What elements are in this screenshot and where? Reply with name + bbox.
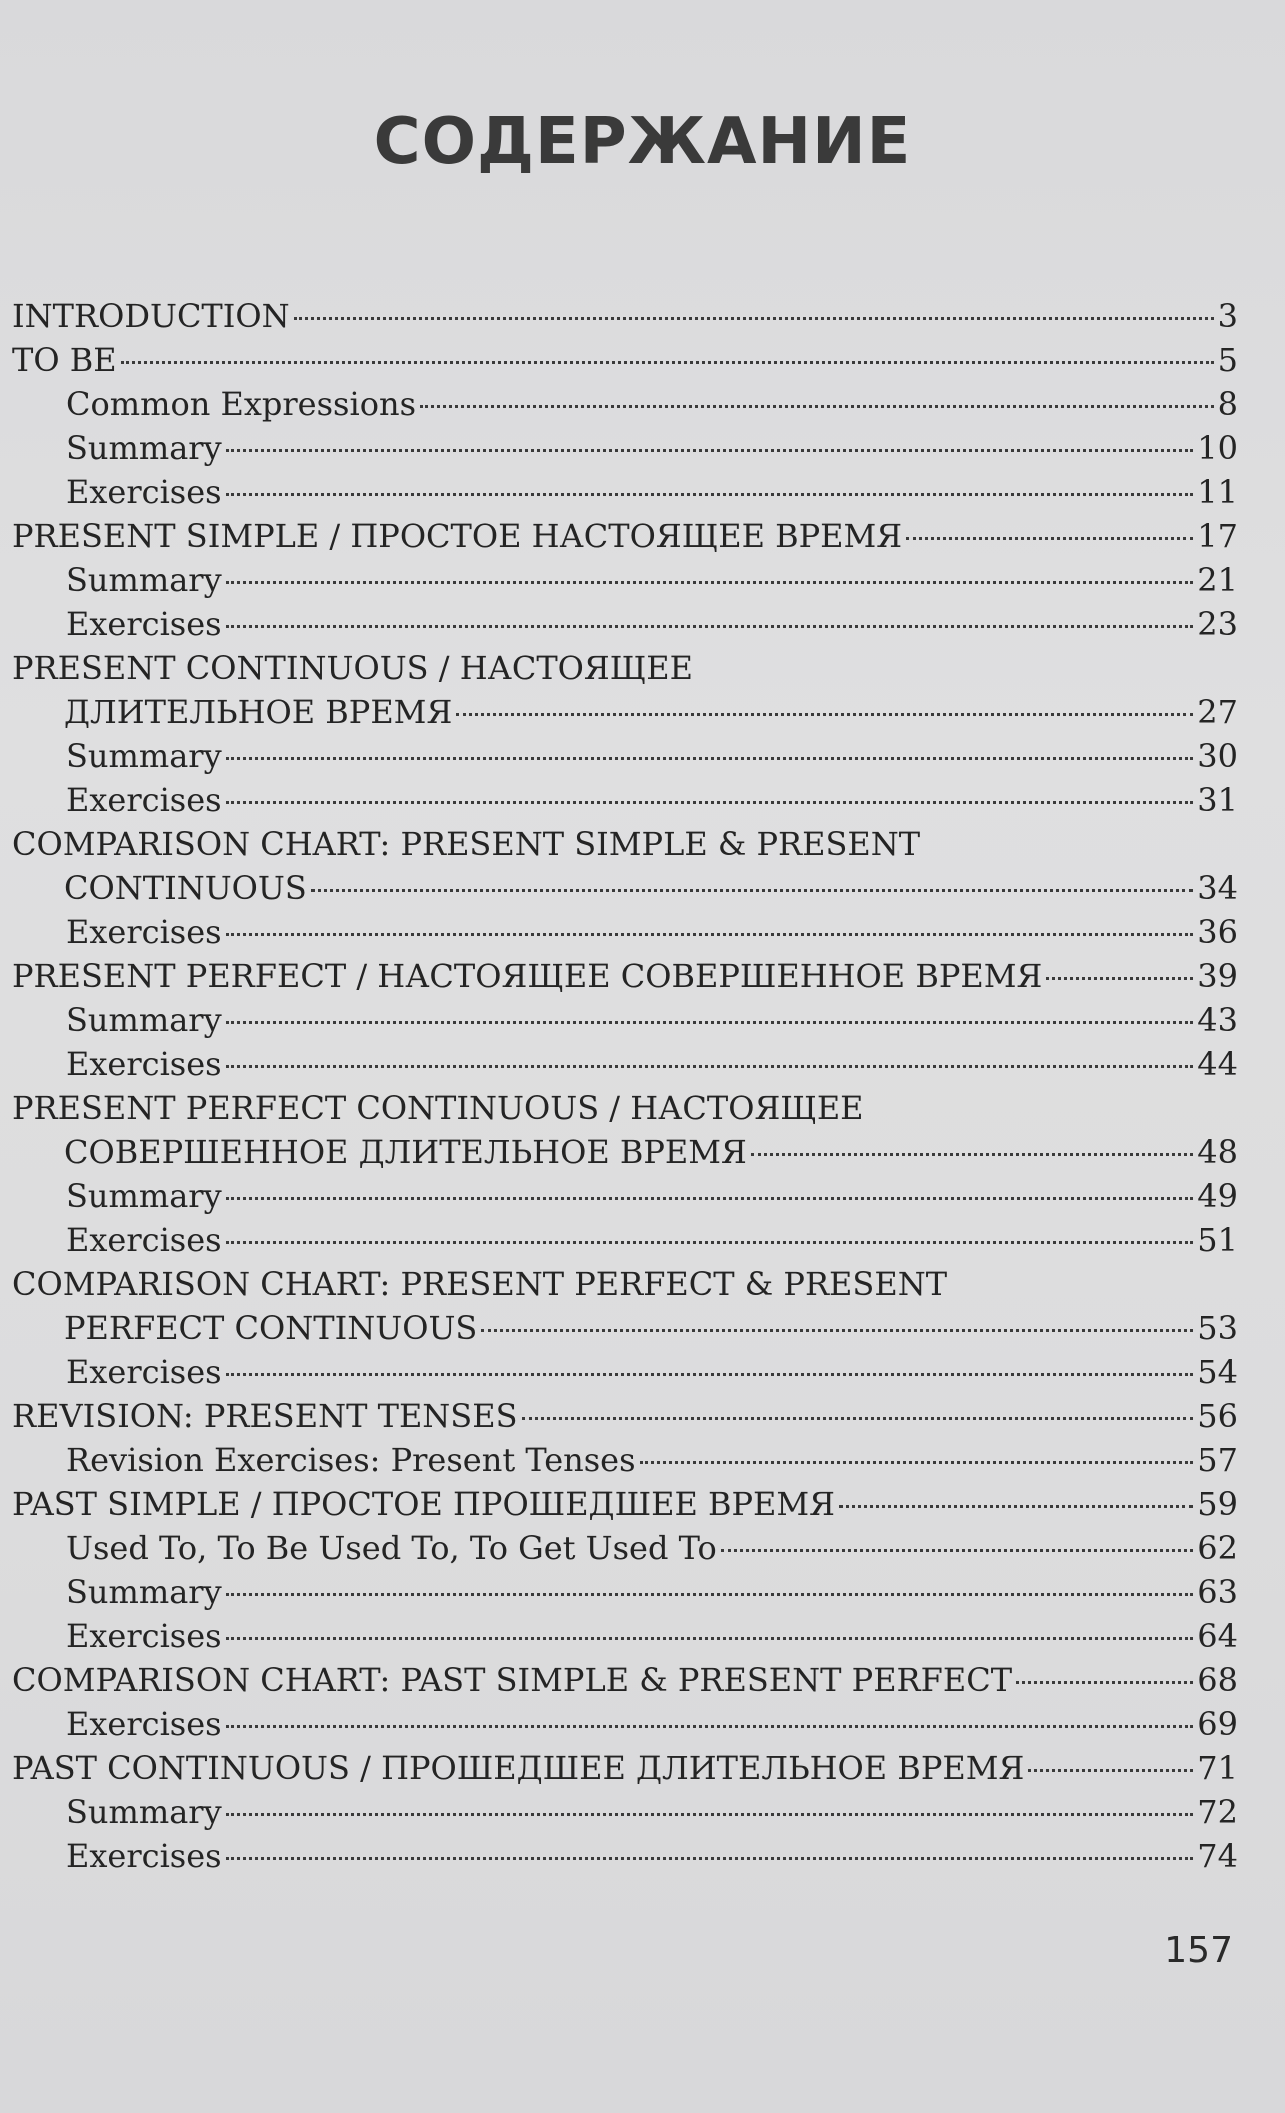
toc-entry [12, 1614, 1238, 1658]
toc-entry [12, 646, 1238, 690]
toc-entry-page: 36 [1197, 913, 1238, 951]
toc-entry-label: СОВЕРШЕННОЕ ДЛИТЕЛЬНОЕ ВРЕМЯ [64, 1133, 747, 1171]
dot-leader [121, 361, 1214, 364]
toc-entry [12, 1130, 1238, 1174]
toc-entry [12, 426, 1238, 470]
toc-entry-label: Exercises [66, 1045, 222, 1083]
toc-entry-label: Exercises [66, 1705, 222, 1743]
dot-leader [226, 1857, 1194, 1860]
dot-leader [456, 713, 1193, 716]
dot-leader [311, 889, 1193, 892]
dot-leader [226, 1241, 1194, 1244]
dot-leader [1046, 977, 1193, 980]
toc-entry-label: Exercises [66, 1837, 222, 1875]
toc-entry [12, 1702, 1238, 1746]
toc-entry [12, 866, 1238, 910]
toc-entry [12, 1746, 1238, 1790]
dot-leader [226, 801, 1194, 804]
dot-leader [721, 1549, 1194, 1552]
toc-entry [12, 1526, 1238, 1570]
toc-entry [12, 338, 1238, 382]
toc-entry [12, 1262, 1238, 1306]
toc-entry-page: 21 [1197, 561, 1238, 599]
dot-leader [226, 625, 1194, 628]
toc-entry-label: CONTINUOUS [64, 869, 307, 907]
toc-entry-page: 54 [1197, 1353, 1238, 1391]
toc-entry [12, 1350, 1238, 1394]
toc-entry-label: Exercises [66, 781, 222, 819]
toc-entry-label: Revision Exercises: Present Tenses [66, 1441, 636, 1479]
table-of-contents [12, 294, 1238, 1878]
toc-entry [12, 558, 1238, 602]
toc-entry-page: 64 [1197, 1617, 1238, 1655]
toc-entry-label: Exercises [66, 1617, 222, 1655]
toc-entry-label: Exercises [66, 1221, 222, 1259]
toc-entry-page: 3 [1217, 297, 1238, 335]
dot-leader [1028, 1769, 1193, 1772]
toc-entry [12, 1790, 1238, 1834]
toc-entry-label: PRESENT PERFECT / НАСТОЯЩЕЕ СОВЕРШЕННОЕ ВРЕМЯ [12, 957, 1043, 995]
toc-entry-page: 72 [1197, 1793, 1238, 1831]
dot-leader [226, 1725, 1194, 1728]
toc-entry-page: 57 [1197, 1441, 1238, 1479]
toc-entry-label: INTRODUCTION [12, 297, 290, 335]
toc-entry-label: PERFECT CONTINUOUS [64, 1309, 478, 1347]
toc-entry-label: Summary [66, 561, 222, 599]
dot-leader [226, 1637, 1194, 1640]
toc-entry-page: 48 [1197, 1133, 1238, 1171]
toc-entry-label: Exercises [66, 913, 222, 951]
toc-entry-page: 63 [1197, 1573, 1238, 1611]
toc-entry [12, 514, 1238, 558]
dot-leader [226, 1813, 1194, 1816]
toc-entry-page: 68 [1197, 1661, 1238, 1699]
toc-entry-page: 43 [1197, 1001, 1238, 1039]
dot-leader [226, 1065, 1194, 1068]
toc-entry-label: PRESENT PERFECT CONTINUOUS / НАСТОЯЩЕЕ [12, 1089, 864, 1127]
toc-entry-label: Exercises [66, 473, 222, 511]
toc-entry-page: 8 [1217, 385, 1238, 423]
toc-entry-label: Summary [66, 1177, 222, 1215]
toc-entry-label: Exercises [66, 1353, 222, 1391]
dot-leader [839, 1505, 1193, 1508]
toc-entry [12, 1306, 1238, 1350]
toc-entry-page: 39 [1197, 957, 1238, 995]
toc-entry-label: Used To, To Be Used To, To Get Used To [66, 1529, 717, 1567]
toc-entry [12, 1086, 1238, 1130]
toc-entry [12, 1834, 1238, 1878]
toc-entry-label: TO BE [12, 341, 117, 379]
page-title: СОДЕРЖАНИЕ [373, 105, 912, 179]
toc-entry-label: COMPARISON CHART: PRESENT SIMPLE & PRESENT [12, 825, 921, 863]
toc-entry-page: 5 [1217, 341, 1238, 379]
dot-leader [294, 317, 1214, 320]
toc-entry-page: 10 [1197, 429, 1238, 467]
toc-entry [12, 778, 1238, 822]
toc-entry-label: Summary [66, 1793, 222, 1831]
toc-entry [12, 1174, 1238, 1218]
toc-entry [12, 998, 1238, 1042]
toc-entry [12, 1482, 1238, 1526]
toc-entry-label: COMPARISON CHART: PAST SIMPLE & PRESENT PERFECT [12, 1661, 1013, 1699]
toc-entry-label: PRESENT CONTINUOUS / НАСТОЯЩЕЕ [12, 649, 693, 687]
toc-entry [12, 690, 1238, 734]
dot-leader [226, 1197, 1194, 1200]
toc-entry-page: 49 [1197, 1177, 1238, 1215]
toc-entry-label: PAST SIMPLE / ПРОСТОЕ ПРОШЕДШЕЕ ВРЕМЯ [12, 1485, 835, 1523]
dot-leader [226, 757, 1194, 760]
toc-entry-label: Summary [66, 1001, 222, 1039]
toc-entry-label: PAST CONTINUOUS / ПРОШЕДШЕЕ ДЛИТЕЛЬНОЕ ВРЕМЯ [12, 1749, 1025, 1787]
toc-entry-page: 30 [1197, 737, 1238, 775]
toc-entry [12, 1394, 1238, 1438]
toc-entry-page: 53 [1197, 1309, 1238, 1347]
dot-leader [226, 493, 1194, 496]
toc-entry-page: 27 [1197, 693, 1238, 731]
toc-entry-page: 71 [1197, 1749, 1238, 1787]
dot-leader [226, 1021, 1194, 1024]
toc-entry [12, 382, 1238, 426]
toc-entry [12, 734, 1238, 778]
toc-entry-page: 59 [1197, 1485, 1238, 1523]
dot-leader [751, 1153, 1193, 1156]
toc-entry-label: Common Expressions [66, 385, 416, 423]
toc-entry-page: 62 [1197, 1529, 1238, 1567]
toc-entry-label: ДЛИТЕЛЬНОЕ ВРЕМЯ [64, 693, 453, 731]
toc-entry [12, 822, 1238, 866]
toc-entry-page: 51 [1197, 1221, 1238, 1259]
toc-entry [12, 294, 1238, 338]
page-number: 157 [1164, 1930, 1233, 1971]
dot-leader [522, 1417, 1194, 1420]
dot-leader [420, 405, 1214, 408]
toc-entry-label: Summary [66, 429, 222, 467]
dot-leader [226, 1593, 1194, 1596]
dot-leader [481, 1329, 1193, 1332]
toc-entry [12, 602, 1238, 646]
toc-entry [12, 954, 1238, 998]
toc-entry [12, 470, 1238, 514]
toc-entry [12, 1042, 1238, 1086]
toc-entry [12, 1570, 1238, 1614]
toc-entry [12, 910, 1238, 954]
toc-entry-label: Summary [66, 737, 222, 775]
toc-entry-page: 11 [1197, 473, 1238, 511]
toc-entry-page: 74 [1197, 1837, 1238, 1875]
toc-entry [12, 1438, 1238, 1482]
dot-leader [1016, 1681, 1193, 1684]
toc-entry [12, 1218, 1238, 1262]
dot-leader [640, 1461, 1194, 1464]
toc-entry-page: 31 [1197, 781, 1238, 819]
dot-leader [226, 933, 1194, 936]
toc-entry-label: Summary [66, 1573, 222, 1611]
dot-leader [906, 537, 1193, 540]
toc-entry-page: 44 [1197, 1045, 1238, 1083]
toc-entry-label: Exercises [66, 605, 222, 643]
dot-leader [226, 581, 1194, 584]
toc-entry-label: REVISION: PRESENT TENSES [12, 1397, 518, 1435]
dot-leader [226, 449, 1194, 452]
dot-leader [226, 1373, 1194, 1376]
toc-entry-page: 17 [1197, 517, 1238, 555]
toc-entry-page: 69 [1197, 1705, 1238, 1743]
toc-entry-page: 23 [1197, 605, 1238, 643]
toc-entry [12, 1658, 1238, 1702]
toc-entry-page: 56 [1197, 1397, 1238, 1435]
toc-entry-page: 34 [1197, 869, 1238, 907]
toc-entry-label: PRESENT SIMPLE / ПРОСТОЕ НАСТОЯЩЕЕ ВРЕМЯ [12, 517, 903, 555]
toc-entry-label: COMPARISON CHART: PRESENT PERFECT & PRESENT [12, 1265, 948, 1303]
